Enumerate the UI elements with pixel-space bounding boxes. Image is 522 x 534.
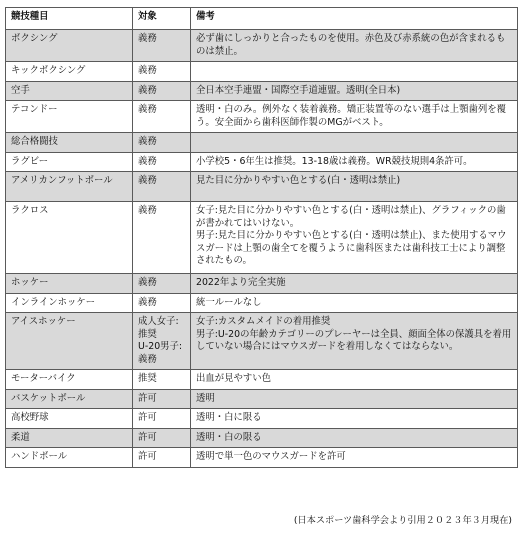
note-cell	[191, 133, 518, 153]
target-cell: 義務	[133, 274, 191, 294]
sport-cell: ハンドボール	[6, 448, 133, 468]
table-row	[6, 152, 518, 172]
target-cell: 義務	[133, 133, 191, 153]
table-row	[6, 81, 518, 101]
target-cell: 推奨	[133, 370, 191, 390]
note-cell: 2022年より完全実施	[191, 274, 518, 294]
table-row	[6, 202, 518, 274]
sport-cell: ボクシング	[6, 30, 133, 62]
sport-cell: ラグビー	[6, 152, 133, 172]
note-cell: 統一ルールなし	[191, 293, 518, 313]
note-cell: 透明・白のみ。例外なく装着義務。矯正装置等のない選手は上顎歯列を覆う。安全面から歯科医師作製のMGがベスト。	[191, 101, 518, 133]
sport-cell: アイスホッケー	[6, 313, 133, 370]
sport-cell: ホッケー	[6, 274, 133, 294]
table-row	[6, 370, 518, 390]
sport-cell: バスケットボール	[6, 389, 133, 409]
source-citation: (日本スポーツ歯科学会より引用２０２３年３月現在)	[293, 515, 512, 526]
table-row	[6, 133, 518, 153]
sport-cell: アメリカンフットボール	[6, 172, 133, 202]
target-cell: 許可	[133, 389, 191, 409]
sport-cell: 空手	[6, 81, 133, 101]
note-cell: 透明・白に限る	[191, 409, 518, 429]
sport-cell: 高校野球	[6, 409, 133, 429]
note-cell: 全日本空手連盟・国際空手道連盟。透明(全日本)	[191, 81, 518, 101]
note-cell: 必ず歯にしっかりと合ったものを使用。赤色及び赤系統の色が含まれるものは禁止。	[191, 30, 518, 62]
table-row	[6, 30, 518, 62]
header-target: 対象	[133, 8, 191, 30]
sport-cell: モーターバイク	[6, 370, 133, 390]
table-row	[6, 409, 518, 429]
table-row	[6, 172, 518, 202]
sport-cell: テコンドー	[6, 101, 133, 133]
sport-cell: 柔道	[6, 428, 133, 448]
sport-cell: 総合格闘技	[6, 133, 133, 153]
table-row	[6, 293, 518, 313]
target-cell: 許可	[133, 409, 191, 429]
target-cell: 義務	[133, 202, 191, 274]
target-cell: 許可	[133, 448, 191, 468]
header-sport: 競技種目	[6, 8, 133, 30]
note-cell: 女子:見た目に分かりやすい色とする(白・透明は禁止)、グラフィックの歯が書かれてはいけない。 男子:見た目に分かりやすい色とする(白・透明は禁止)、また使用するマウスガードは上顎の歯全てを覆うように歯科医または歯科技工士により調整されたもの。	[191, 202, 518, 274]
note-cell: 透明・白の限る	[191, 428, 518, 448]
note-cell: 透明	[191, 389, 518, 409]
note-cell	[191, 62, 518, 82]
target-cell: 義務	[133, 101, 191, 133]
target-cell: 義務	[133, 293, 191, 313]
table-row	[6, 448, 518, 468]
note-cell: 女子:カスタムメイドの着用推奨 男子:U-20の年齢カテゴリーのプレーヤーは全員、顔面全体の保護具を着用していない場合にはマウスガードを着用しなくてはならない。	[191, 313, 518, 370]
mouthguard-rules-table	[5, 7, 518, 468]
target-cell: 義務	[133, 172, 191, 202]
target-cell: 義務	[133, 152, 191, 172]
header-note: 備考	[191, 8, 518, 30]
sport-cell: キックボクシング	[6, 62, 133, 82]
table-row	[6, 313, 518, 370]
mouthguard-rules-sheet	[5, 7, 517, 468]
note-cell: 小学校5・6年生は推奨。13-18歳は義務。WR競技規則4条許可。	[191, 152, 518, 172]
table-body	[6, 30, 518, 468]
target-cell: 義務	[133, 30, 191, 62]
sport-cell: インラインホッケー	[6, 293, 133, 313]
target-cell: 義務	[133, 62, 191, 82]
target-cell: 成人女子:推奨 U-20男子:義務	[133, 313, 191, 370]
table-row	[6, 428, 518, 448]
table-row	[6, 101, 518, 133]
table-header-row	[6, 8, 518, 30]
note-cell: 出血が見やすい色	[191, 370, 518, 390]
target-cell: 許可	[133, 428, 191, 448]
note-cell: 透明で単一色のマウスガードを許可	[191, 448, 518, 468]
note-cell: 見た目に分かりやすい色とする(白・透明は禁止)	[191, 172, 518, 202]
table-row	[6, 62, 518, 82]
table-row	[6, 389, 518, 409]
table-row	[6, 274, 518, 294]
sport-cell: ラクロス	[6, 202, 133, 274]
target-cell: 義務	[133, 81, 191, 101]
